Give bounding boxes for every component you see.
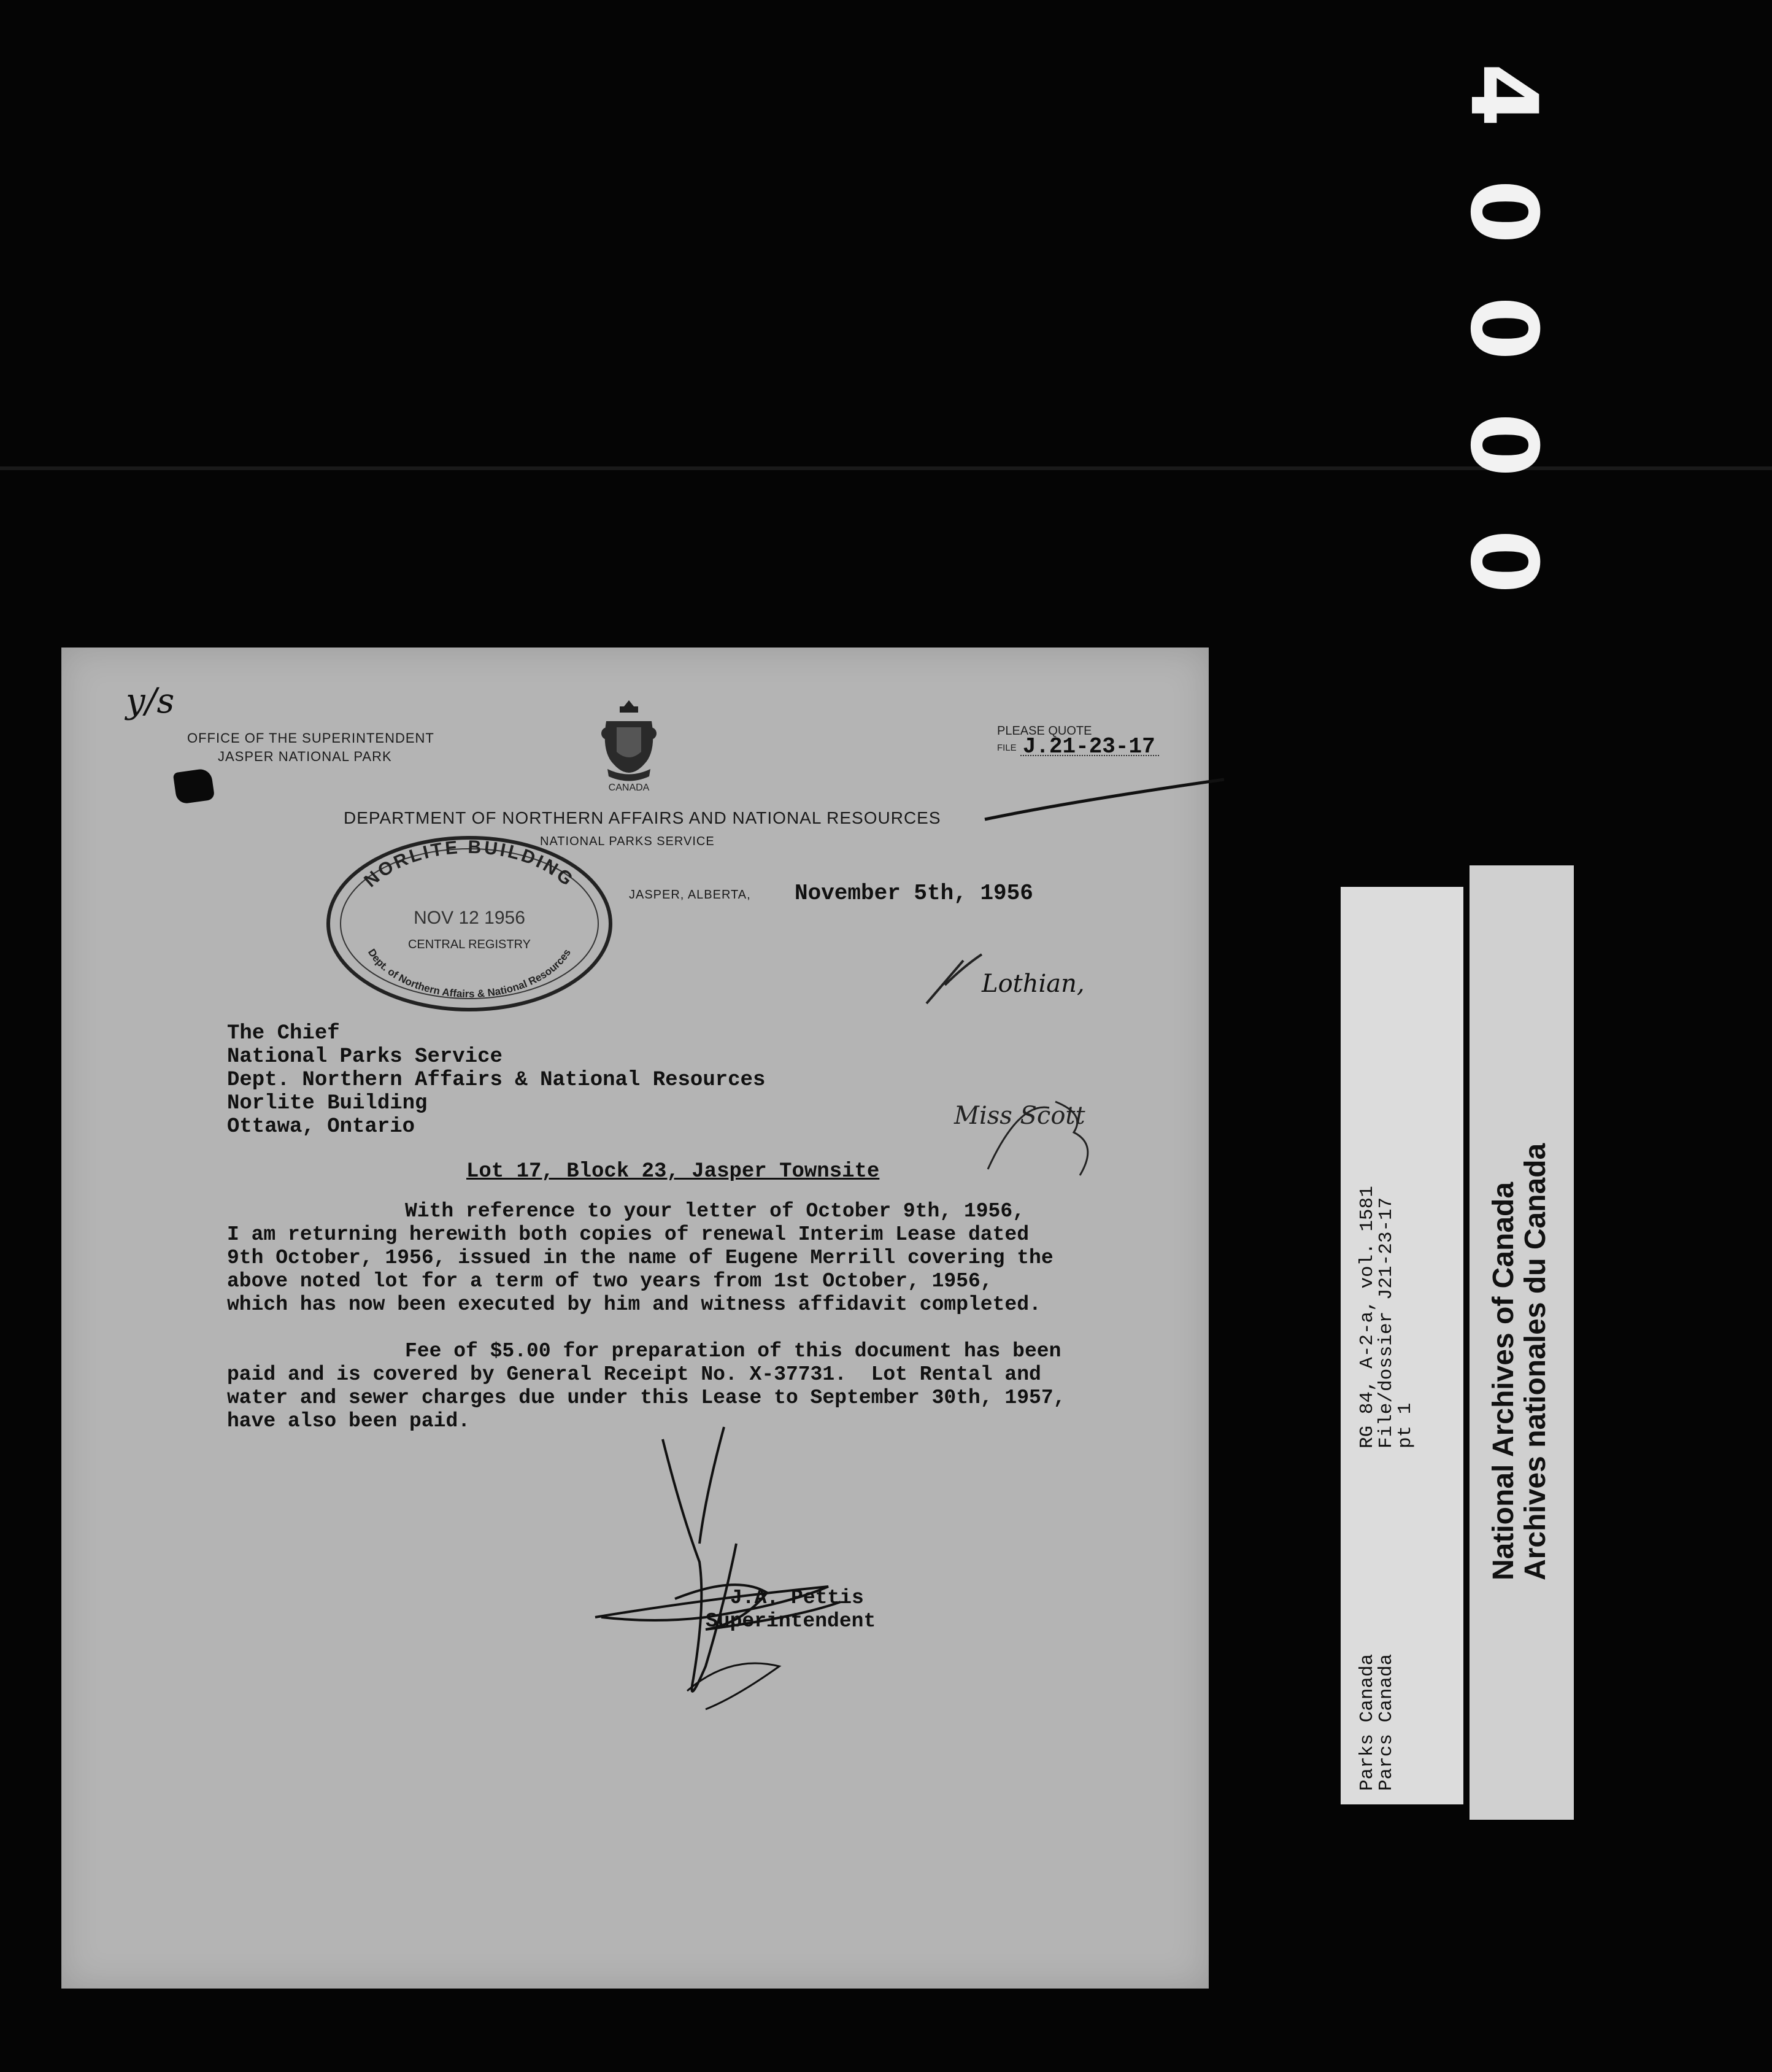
recipient-address	[227, 1022, 765, 1138]
archive-reference-label	[1341, 887, 1463, 1804]
received-stamp	[319, 832, 620, 1016]
service-name: NATIONAL PARKS SERVICE	[540, 835, 715, 848]
body-line: 9th October, 1956, issued in the name of Eugene Merrill covering the	[227, 1247, 1054, 1269]
reference-line: pt 1	[1395, 1402, 1416, 1448]
body-line: water and sewer charges due under this Lease to September 30th, 1957,	[227, 1386, 1066, 1409]
body-line: I am returning herewith both copies of renewal Interim Lease dated	[227, 1223, 1030, 1246]
office-line-1: OFFICE OF THE SUPERINTENDENT	[187, 730, 434, 746]
office-line-2: JASPER NATIONAL PARK	[218, 749, 392, 764]
office-heading	[187, 729, 434, 766]
body-line: With reference to your letter of October 9th, 1956,	[405, 1200, 1025, 1223]
paragraph-2	[227, 1340, 1117, 1433]
subject-line: Lot 17, Block 23, Jasper Townsite	[466, 1160, 880, 1183]
signer-title: Superintendent	[706, 1610, 876, 1633]
frame-digit: 4	[1450, 63, 1557, 128]
reference-line: RG 84, A-2-a, vol. 1581	[1357, 1186, 1378, 1448]
address-line: Ottawa, Ontario	[227, 1115, 415, 1138]
pen-stroke	[982, 776, 1227, 825]
signature-block	[706, 1587, 876, 1633]
fonds-line: Parks Canada	[1357, 1653, 1378, 1791]
address-line: National Parks Service	[227, 1045, 503, 1069]
address-line: The Chief	[227, 1022, 340, 1045]
please-quote-label: PLEASE QUOTE	[997, 724, 1092, 738]
body-line: paid and is covered by General Receipt No. X-37731. Lot Rental and	[227, 1363, 1041, 1386]
stamp-date: NOV 12 1956	[414, 908, 525, 928]
stamp-bottom-arc: Dept. of Northern Affairs & National Resources	[365, 946, 574, 1000]
frame-digit: 0	[1450, 529, 1557, 594]
reference-line: File/dossier J21-23-17	[1376, 1197, 1397, 1448]
handwritten-initial: y/s	[126, 681, 175, 721]
handwritten-scrawl	[982, 1089, 1104, 1181]
handwritten-lothian: Lothian,	[982, 970, 1085, 998]
crest-label: CANADA	[608, 783, 650, 793]
frame-digit: 0	[1450, 412, 1557, 477]
handwritten-scott: Miss Scott	[954, 1102, 1085, 1130]
frame-digit: 0	[1450, 296, 1557, 361]
ink-blot	[173, 768, 215, 805]
stamp-registry: CENTRAL REGISTRY	[407, 938, 531, 951]
letter-body	[227, 1200, 1117, 1456]
file-label: FILE	[997, 743, 1017, 753]
fonds-names	[1358, 1654, 1396, 1791]
body-line: Fee of $5.00 for preparation of this document has been	[405, 1340, 1061, 1363]
institution-line: Archives nationales du Canada	[1519, 1143, 1552, 1580]
frame-number	[1450, 49, 1557, 638]
letter-date: November 5th, 1956	[795, 881, 1033, 906]
check-mark	[920, 948, 994, 1022]
file-reference	[997, 723, 1159, 759]
institution-line: National Archives of Canada	[1487, 1181, 1520, 1580]
body-line: which has now been executed by him and witness affidavit completed.	[227, 1293, 1041, 1316]
signature-scrawl	[583, 1421, 951, 1740]
address-line: Dept. Northern Affairs & National Resources	[227, 1069, 766, 1092]
stamp-arc-text: NORLITE BUILDING	[360, 837, 579, 892]
file-number: J.21-23-17	[1020, 739, 1159, 756]
department-name: DEPARTMENT OF NORTHERN AFFAIRS AND NATIONAL RESOURCES	[344, 808, 941, 827]
body-line: above noted lot for a term of two years from 1st October, 1956,	[227, 1270, 993, 1293]
body-line: have also been paid.	[227, 1410, 471, 1432]
place-line: JASPER, ALBERTA,	[629, 888, 751, 902]
frame-digit: 0	[1450, 179, 1557, 244]
canada-crest-icon	[595, 697, 663, 789]
institution-label	[1470, 865, 1574, 1820]
fonds-line: Parcs Canada	[1376, 1653, 1397, 1791]
signer-name: J.A. Pettis	[730, 1587, 864, 1609]
letter-page	[61, 648, 1209, 1989]
address-line: Norlite Building	[227, 1092, 428, 1115]
paragraph-1	[227, 1200, 1117, 1316]
reference-lines	[1358, 1186, 1415, 1448]
